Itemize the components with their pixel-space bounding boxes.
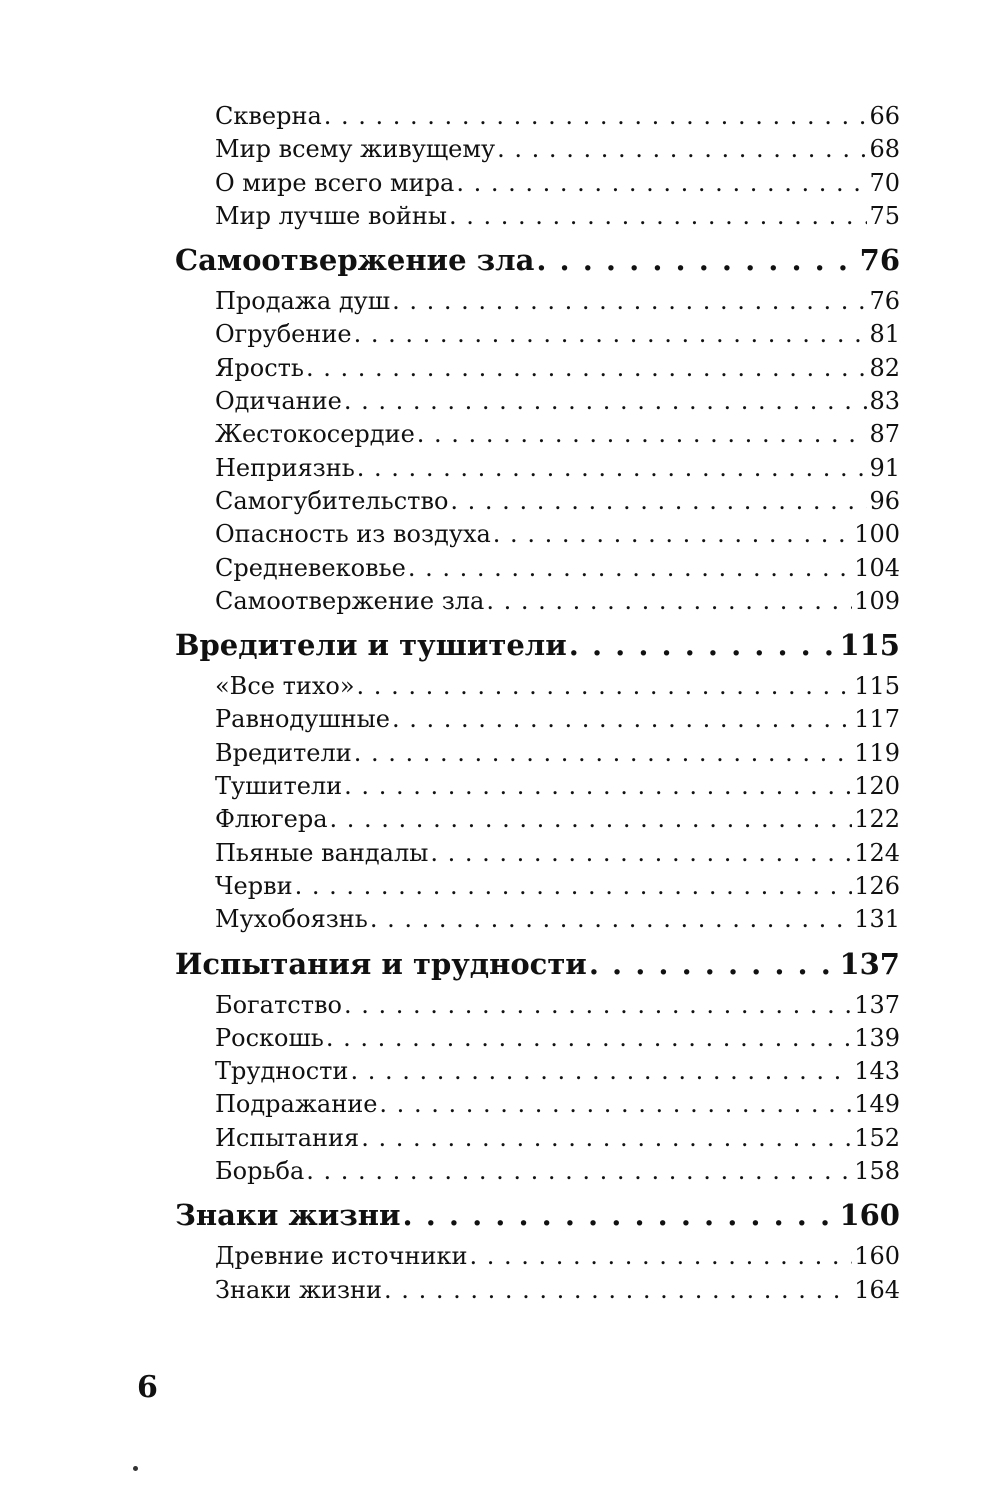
toc-entry-page: 160: [854, 1242, 900, 1271]
toc-entry[interactable]: [175, 803, 900, 836]
toc-entry-title: Богатство: [215, 990, 342, 1019]
dot-leader: [430, 837, 852, 870]
toc-entry[interactable]: [175, 133, 900, 166]
toc-entry-page: 66: [869, 102, 900, 130]
toc-entry[interactable]: [175, 737, 900, 770]
toc-entry[interactable]: [175, 770, 900, 803]
toc-entry-page: 104: [854, 553, 900, 582]
toc-entry-title: Самогубительство: [215, 486, 449, 515]
toc-entry[interactable]: [175, 352, 900, 385]
dot-leader: [417, 418, 868, 451]
toc-entry[interactable]: [175, 1022, 900, 1055]
print-speck: [133, 1466, 138, 1471]
dot-leader: [357, 452, 868, 485]
toc-entry-page: 115: [854, 672, 900, 701]
toc-entry-title: Огрубение: [215, 320, 352, 349]
toc-group: [175, 620, 900, 936]
toc-group: [175, 1190, 900, 1307]
dot-leader: [569, 620, 838, 670]
dot-leader: [469, 1240, 852, 1273]
dot-leader: [450, 485, 867, 518]
dot-leader: [330, 803, 853, 836]
toc-entry-page: 75: [869, 201, 900, 230]
toc-entry-page: 87: [869, 420, 900, 449]
toc-entry-title: Продажа душ: [215, 287, 391, 316]
dot-leader: [370, 903, 852, 936]
toc-entry-page: 126: [854, 871, 900, 900]
toc-entry-page: 81: [869, 320, 900, 349]
toc-entry-title: Знаки жизни: [215, 1275, 383, 1304]
toc-section-page: 115: [839, 628, 900, 663]
toc-entry[interactable]: [175, 100, 900, 133]
toc-entry-title: Средневековье: [215, 553, 406, 582]
dot-leader: [306, 352, 867, 385]
toc-section-title: Испытания и трудности: [175, 946, 587, 981]
toc-entry[interactable]: [175, 1155, 900, 1188]
toc-section-heading[interactable]: [175, 1190, 900, 1240]
toc-entry[interactable]: [175, 1274, 900, 1307]
dot-leader: [306, 1155, 852, 1188]
toc-entry-page: 131: [854, 905, 900, 934]
dot-leader: [493, 518, 852, 551]
dot-leader: [344, 385, 868, 418]
dot-leader: [392, 285, 867, 318]
dot-leader: [357, 670, 853, 703]
toc-entry[interactable]: [175, 318, 900, 351]
toc-entry-page: 124: [854, 838, 900, 867]
dot-leader: [497, 133, 867, 166]
toc-entry-title: Борьба: [215, 1157, 305, 1186]
toc-entry[interactable]: [175, 167, 900, 200]
toc-entry-title: Пьяные вандалы: [215, 838, 429, 867]
toc-entry-title: Вредители: [215, 738, 352, 767]
toc-entry-page: 83: [869, 387, 900, 416]
toc-entry-page: 149: [854, 1090, 900, 1119]
toc-entry-page: 109: [854, 586, 900, 615]
dot-leader: [344, 989, 852, 1022]
dot-leader: [456, 167, 867, 200]
toc-entry-title: Скверна: [215, 102, 322, 130]
toc-section-heading[interactable]: [175, 235, 900, 285]
toc-entry-page: 158: [854, 1157, 900, 1186]
dot-leader: [344, 770, 852, 803]
toc-entry[interactable]: [175, 452, 900, 485]
toc-entry-page: 137: [854, 990, 900, 1019]
dot-leader: [392, 703, 852, 736]
toc-entry[interactable]: [175, 1240, 900, 1273]
toc-entry-title: Мир всему живущему: [215, 135, 496, 164]
toc-entry[interactable]: [175, 518, 900, 551]
toc-entry-page: 122: [854, 805, 900, 834]
toc-entry-title: Роскошь: [215, 1023, 324, 1052]
toc-entry-title: Черви: [215, 871, 293, 900]
dot-leader: [354, 737, 852, 770]
dot-leader: [384, 1274, 852, 1307]
toc-entry-page: 164: [854, 1275, 900, 1304]
toc-entry-title: Мухобоязнь: [215, 905, 368, 934]
toc-entry[interactable]: [175, 385, 900, 418]
toc-entry-page: 117: [854, 705, 900, 734]
table-of-contents: [175, 100, 900, 1307]
toc-entry-title: Подражание: [215, 1090, 378, 1119]
dot-leader: [408, 552, 852, 585]
toc-entry[interactable]: [175, 485, 900, 518]
toc-entry-title: Неприязнь: [215, 453, 355, 482]
toc-entry-title: Мир лучше войны: [215, 201, 447, 230]
toc-group: [175, 100, 900, 233]
toc-entry[interactable]: [175, 837, 900, 870]
dot-leader: [536, 235, 857, 285]
dot-leader: [350, 1055, 852, 1088]
toc-section-heading[interactable]: [175, 620, 900, 670]
toc-section-page: 160: [839, 1198, 900, 1233]
toc-entry[interactable]: [175, 585, 900, 618]
toc-group: [175, 235, 900, 618]
toc-entry[interactable]: [175, 870, 900, 903]
toc-entry-page: 96: [869, 486, 900, 515]
toc-entry-page: 82: [869, 353, 900, 382]
dot-leader: [326, 1022, 852, 1055]
toc-entry-title: Самоотвержение зла: [215, 586, 485, 615]
toc-entry-title: О мире всего мира: [215, 168, 455, 197]
toc-group: [175, 939, 900, 1189]
toc-entry-page: 120: [854, 772, 900, 801]
toc-entry[interactable]: [175, 1122, 900, 1155]
toc-entry-title: Флюгера: [215, 805, 328, 834]
toc-entry-page: 70: [869, 168, 900, 197]
toc-entry[interactable]: [175, 989, 900, 1022]
toc-entry-title: Опасность из воздуха: [215, 520, 491, 549]
toc-entry[interactable]: [175, 1088, 900, 1121]
toc-entry[interactable]: [175, 903, 900, 936]
toc-entry-page: 68: [869, 135, 900, 164]
dot-leader: [354, 318, 868, 351]
toc-entry-page: 76: [869, 287, 900, 316]
toc-section-title: Самоотвержение зла: [175, 243, 535, 278]
dot-leader: [361, 1122, 852, 1155]
toc-entry-title: Ярость: [215, 353, 304, 382]
toc-section-page: 76: [859, 243, 900, 278]
dot-leader: [589, 939, 838, 989]
toc-entry[interactable]: [175, 670, 900, 703]
toc-entry-page: 119: [854, 738, 900, 767]
dot-leader: [486, 585, 852, 618]
dot-leader: [324, 100, 868, 133]
page-number: 6: [137, 1370, 158, 1405]
toc-entry-page: 139: [854, 1023, 900, 1052]
toc-section-page: 137: [839, 946, 900, 981]
toc-entry-title: Равнодушные: [215, 705, 390, 734]
toc-section-title: Вредители и тушители: [175, 628, 567, 663]
toc-entry-title: Одичание: [215, 387, 342, 416]
toc-entry-title: «Все тихо»: [215, 672, 355, 701]
toc-entry-page: 152: [854, 1123, 900, 1152]
dot-leader: [295, 870, 853, 903]
toc-entry[interactable]: [175, 703, 900, 736]
toc-section-heading[interactable]: [175, 939, 900, 989]
toc-entry-title: Трудности: [215, 1057, 349, 1086]
dot-leader: [379, 1088, 852, 1121]
toc-entry[interactable]: [175, 552, 900, 585]
toc-entry-page: 100: [854, 520, 900, 549]
toc-entry[interactable]: [175, 285, 900, 318]
toc-entry[interactable]: [175, 1055, 900, 1088]
toc-section-title: Знаки жизни: [175, 1198, 401, 1233]
toc-entry[interactable]: [175, 200, 900, 233]
toc-entry-title: Жестокосердие: [215, 420, 415, 449]
toc-entry[interactable]: [175, 418, 900, 451]
toc-entry-title: Древние источники: [215, 1242, 468, 1271]
toc-entry-title: Испытания: [215, 1123, 360, 1152]
toc-entry-page: 143: [854, 1057, 900, 1086]
toc-entry-page: 91: [869, 453, 900, 482]
toc-entry-title: Тушители: [215, 772, 343, 801]
dot-leader: [403, 1190, 838, 1240]
dot-leader: [449, 200, 867, 233]
